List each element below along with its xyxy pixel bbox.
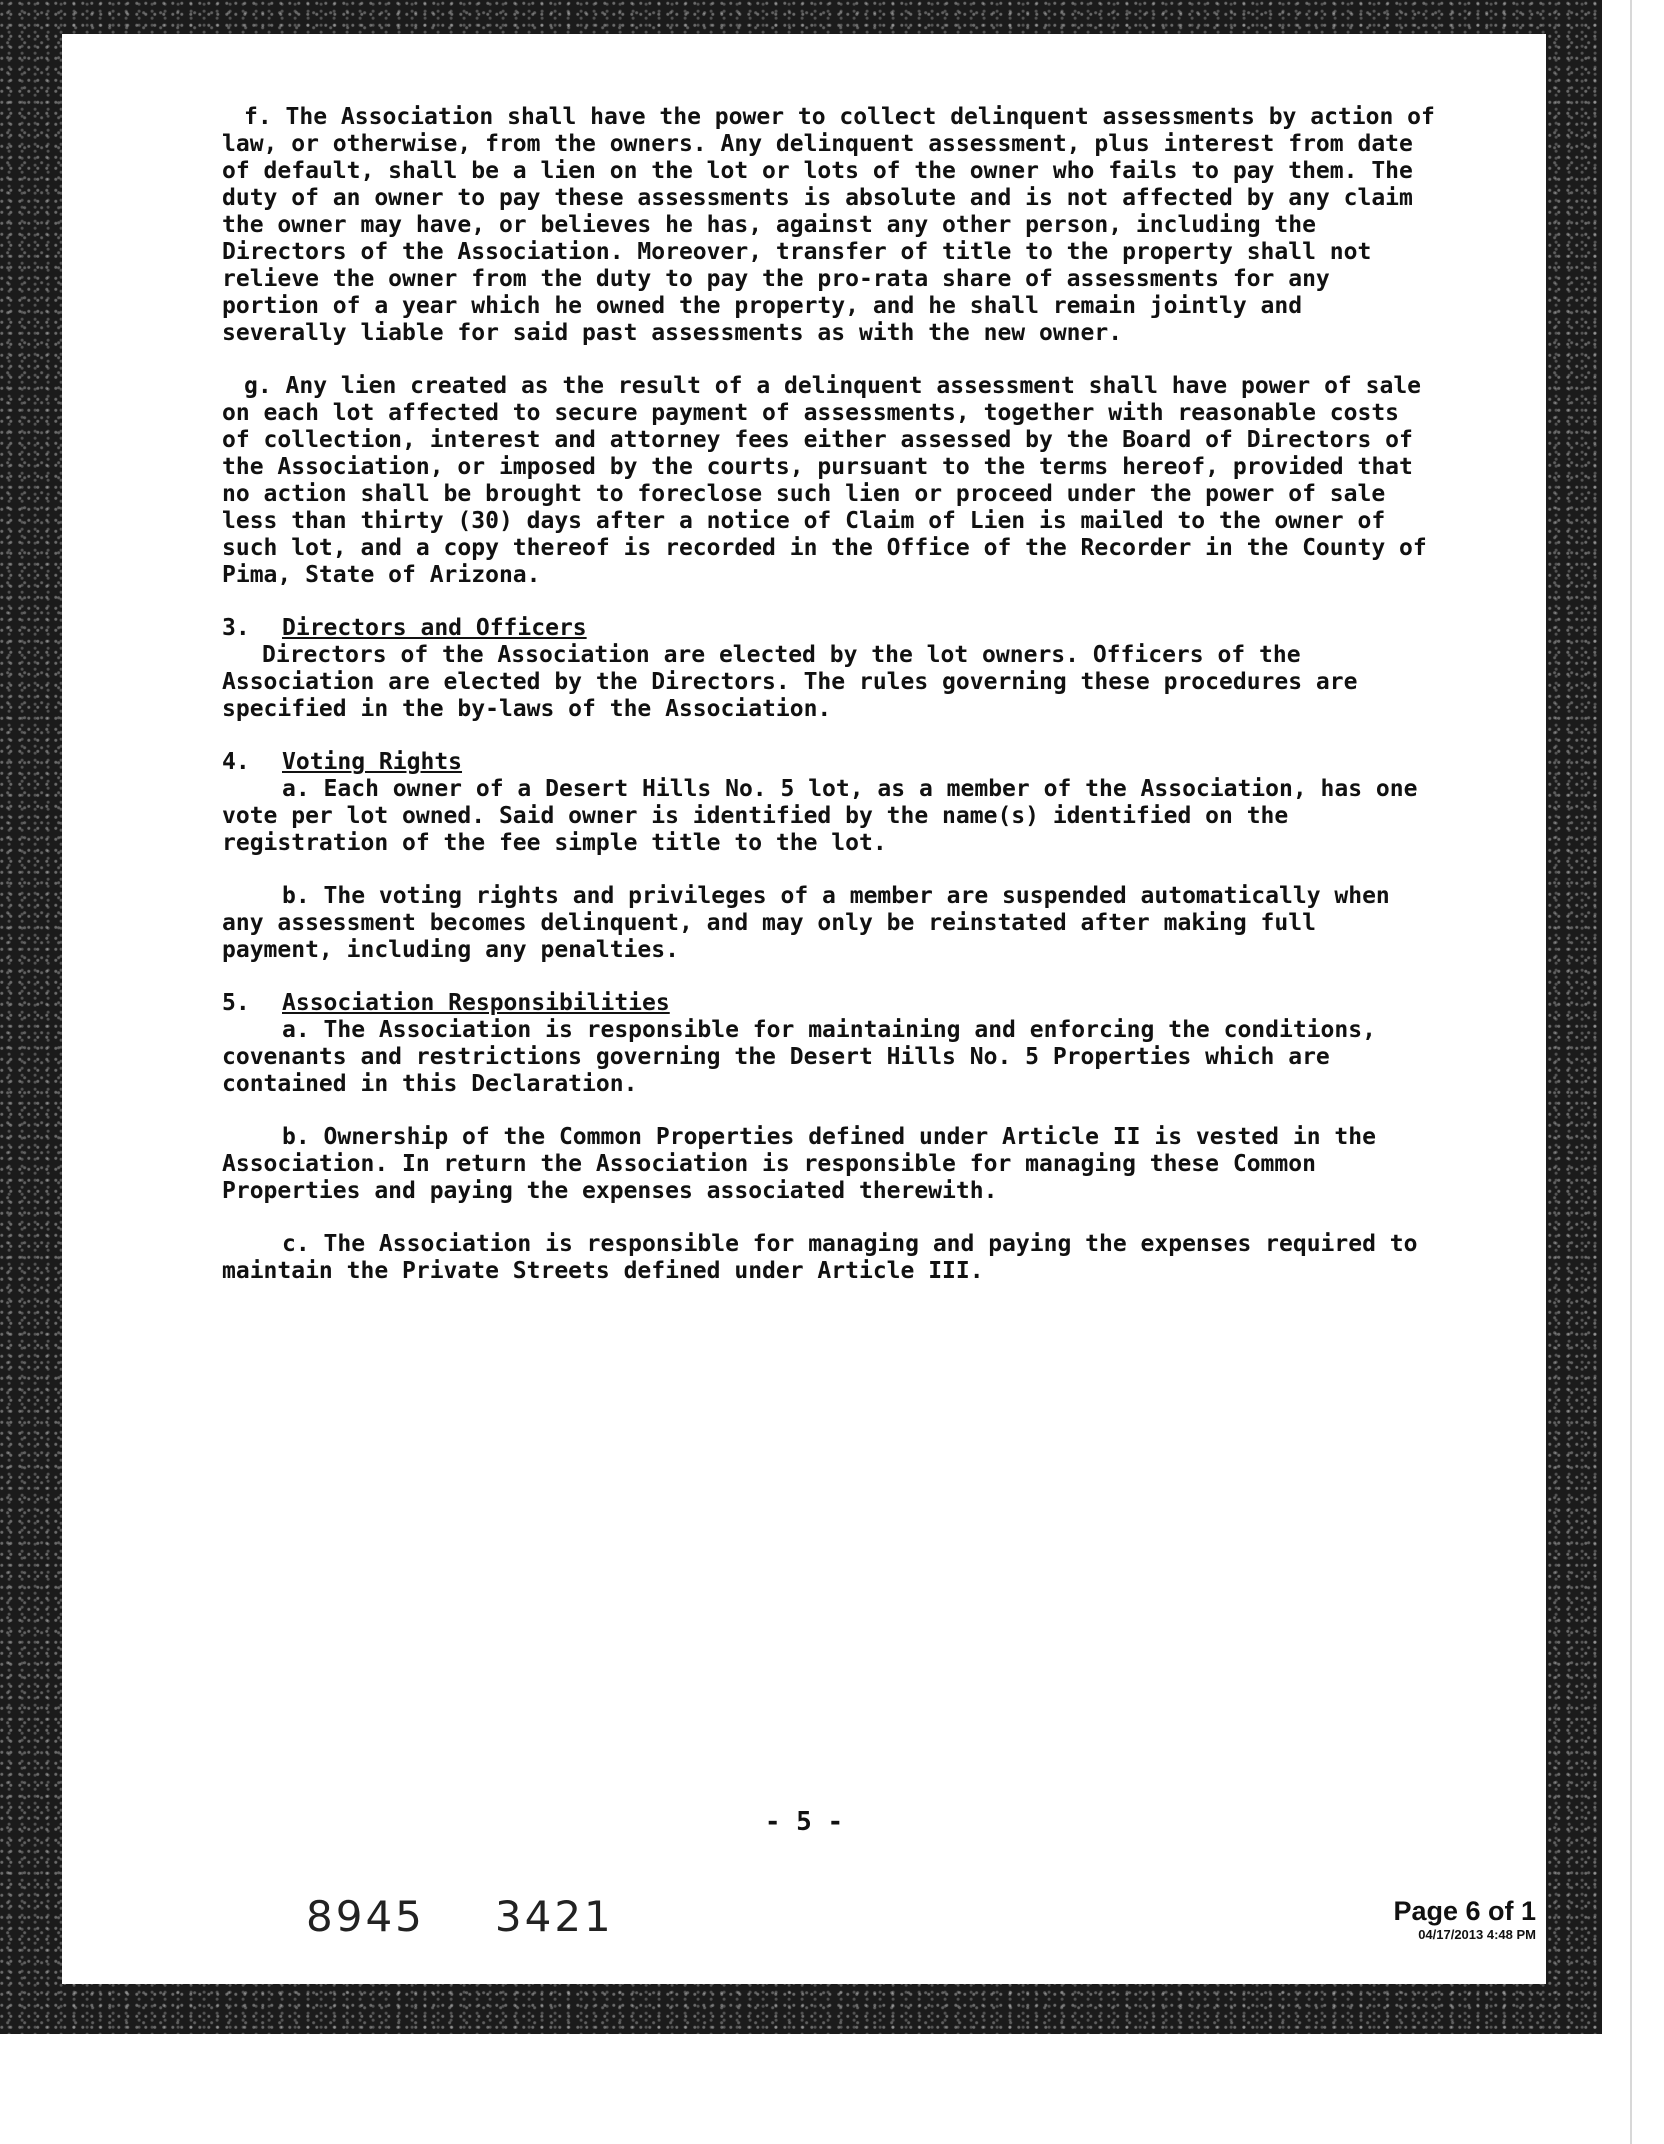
- section-number: 3.: [222, 615, 250, 641]
- section-association-responsibilities: [222, 990, 1437, 1285]
- recording-numbers: [306, 1892, 684, 1941]
- section-heading: [222, 615, 1437, 642]
- section-5c-text: c. The Association is responsible for managing and paying the expenses required to maintain the Private Streets defined under Article III.: [222, 1231, 1418, 1284]
- stamp-timestamp: 04/17/2013 4:48 PM: [1418, 1927, 1536, 1942]
- paragraph-g: g. Any lien created as the result of a delinquent assessment shall have power of sale on each lot affected to secure payment of assessments, together with reasonable costs of collection, interest and attorney fees either assessed by the Board of Directors of the Association, or imposed by the courts, pursuant to the terms hereof, provided that no action shall be brought to foreclose such lien or proceed under the power of sale less than thirty (30) days after a notice of Claim of Lien is mailed to the owner of such lot, and a copy thereof is recorded in the Office of the Recorder in the County of Pima, State of Arizona.: [222, 373, 1427, 588]
- section-title: Voting Rights: [282, 749, 463, 775]
- recording-page-number: 3421: [494, 1892, 614, 1941]
- page-stamp: [1393, 1896, 1536, 1942]
- stamp-page-count: Page 6 of 1: [1393, 1896, 1536, 1926]
- section-heading: [222, 990, 1437, 1017]
- document-page: [62, 34, 1546, 1984]
- section-number: 4.: [222, 749, 250, 775]
- recording-book-number: 8945: [306, 1892, 425, 1941]
- page-number: - 5 -: [764, 1807, 844, 1837]
- section-directors-officers: [222, 615, 1437, 723]
- paragraph-f: f. The Association shall have the power to collect delinquent assessments by action of law, or otherwise, from the owners. Any delinquent assessment, plus interest from date of default, shall be a lien on the lot or lots of the owner who fails to pay them. The duty of an owner to pay these assessments is absolute and is not affected by any claim the owner may have, or believes he has, against any other person, including the Directors of the Association. Moreover, transfer of title to the property shall not relieve the owner from the duty to pay the pro-rata share of assessments for any portion of a year which he owned the property, and he shall remain jointly and severally liable for said past assessments as with the new owner.: [222, 104, 1435, 346]
- section-number: 5.: [222, 990, 250, 1016]
- section-5a-text: a. The Association is responsible for maintaining and enforcing the conditions, covenants and restrictions governing the Desert Hills No. 5 Properties which are contained in this Declaration.: [222, 1017, 1376, 1097]
- section-title: Directors and Officers: [282, 615, 587, 641]
- section-voting-rights: [222, 749, 1437, 964]
- document-body: [222, 104, 1437, 1311]
- section-4a-text: a. Each owner of a Desert Hills No. 5 lot, as a member of the Association, has one vote per lot owned. Said owner is identified by the name(s) identified on the registration of the fee simple title to the lot.: [222, 776, 1418, 856]
- section-title: Association Responsibilities: [282, 990, 670, 1016]
- scan-edge-line: [1630, 0, 1632, 2144]
- section-4b-text: b. The voting rights and privileges of a member are suspended automatically when any assessment becomes delinquent, and may only be reinstated after making full payment, including any penalties.: [222, 883, 1390, 963]
- section-heading: [222, 749, 1437, 776]
- section-5b-text: b. Ownership of the Common Properties defined under Article II is vested in the Association. In return the Association is responsible for managing these Common Properties and paying the expenses associated therewith.: [222, 1124, 1376, 1204]
- section-3-text: Directors of the Association are elected by the lot owners. Officers of the Association are elected by the Directors. The rules governing these procedures are specified in the by-laws of the Association.: [222, 642, 1358, 722]
